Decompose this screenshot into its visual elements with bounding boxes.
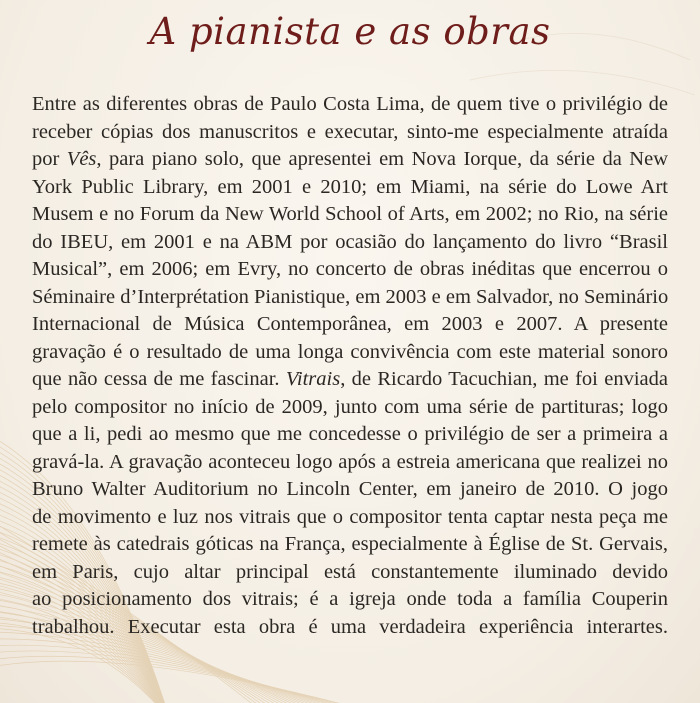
text-line: remete às catedrais góticas na França, especialmente à Église de St. Gervais, bbox=[32, 533, 668, 555]
text-line: ao posicionamento dos vitrais; é a igreja onde toda a família Couperin bbox=[32, 588, 668, 610]
page-title: A pianista e as obras bbox=[149, 10, 551, 53]
text-line: de movimento e luz nos vitrais que o compositor tenta captar nesta peça me bbox=[32, 505, 668, 528]
body-paragraph bbox=[32, 91, 668, 641]
text-line: que a li, pedi ao mesmo que me concedesse o privilégio de ser a primeira a bbox=[32, 423, 668, 445]
work-title: Vês bbox=[66, 148, 97, 170]
text-line: Internacional de Música Contemporânea, em 2003 e 2007. A presente bbox=[32, 313, 668, 335]
text-line: Bruno Walter Auditorium no Lincoln Center, em janeiro de 2010. O jogo bbox=[32, 478, 668, 500]
text-line: Entre as diferentes obras de Paulo Costa Lima, de quem tive o privilégio de bbox=[32, 93, 668, 115]
text-line: que não cessa de me fascinar. Vitrais, de Ricardo Tacuchian, me foi enviada bbox=[32, 368, 668, 390]
text-line: gravação é o resultado de uma longa convivência com este material sonoro bbox=[32, 340, 668, 363]
text-line: Séminaire d’Interprétation Pianistique, em 2003 e em Salvador, no Seminário bbox=[32, 285, 668, 308]
text-line: York Public Library, em 2001 e 2010; em Miami, na série do Lowe Art bbox=[32, 175, 668, 198]
text-line: Musem e no Forum da New World School of Arts, em 2002; no Rio, na série bbox=[32, 203, 668, 225]
text-line: receber cópias dos manuscritos e executar, sinto-me especialmente atraída bbox=[32, 120, 668, 143]
text-line: trabalhou. Executar esta obra é uma verdadeira experiência interartes. bbox=[32, 615, 668, 638]
text-line: pelo compositor no início de 2009, junto com uma série de partituras; logo bbox=[32, 395, 668, 418]
text-line: do IBEU, em 2001 e na ABM por ocasião do lançamento do livro “Brasil bbox=[32, 230, 668, 253]
text-line: por Vês, para piano solo, que apresentei em Nova Iorque, da série da New bbox=[32, 148, 668, 170]
text-line: Musical”, em 2006; em Evry, no concerto de obras inéditas que encerrou o bbox=[32, 258, 668, 280]
work-title: Vitrais bbox=[285, 368, 341, 390]
text-line: em Paris, cujo altar principal está constantemente iluminado devido bbox=[32, 560, 668, 583]
text-line: gravá-la. A gravação aconteceu logo após a estreia americana que realizei no bbox=[32, 450, 668, 473]
